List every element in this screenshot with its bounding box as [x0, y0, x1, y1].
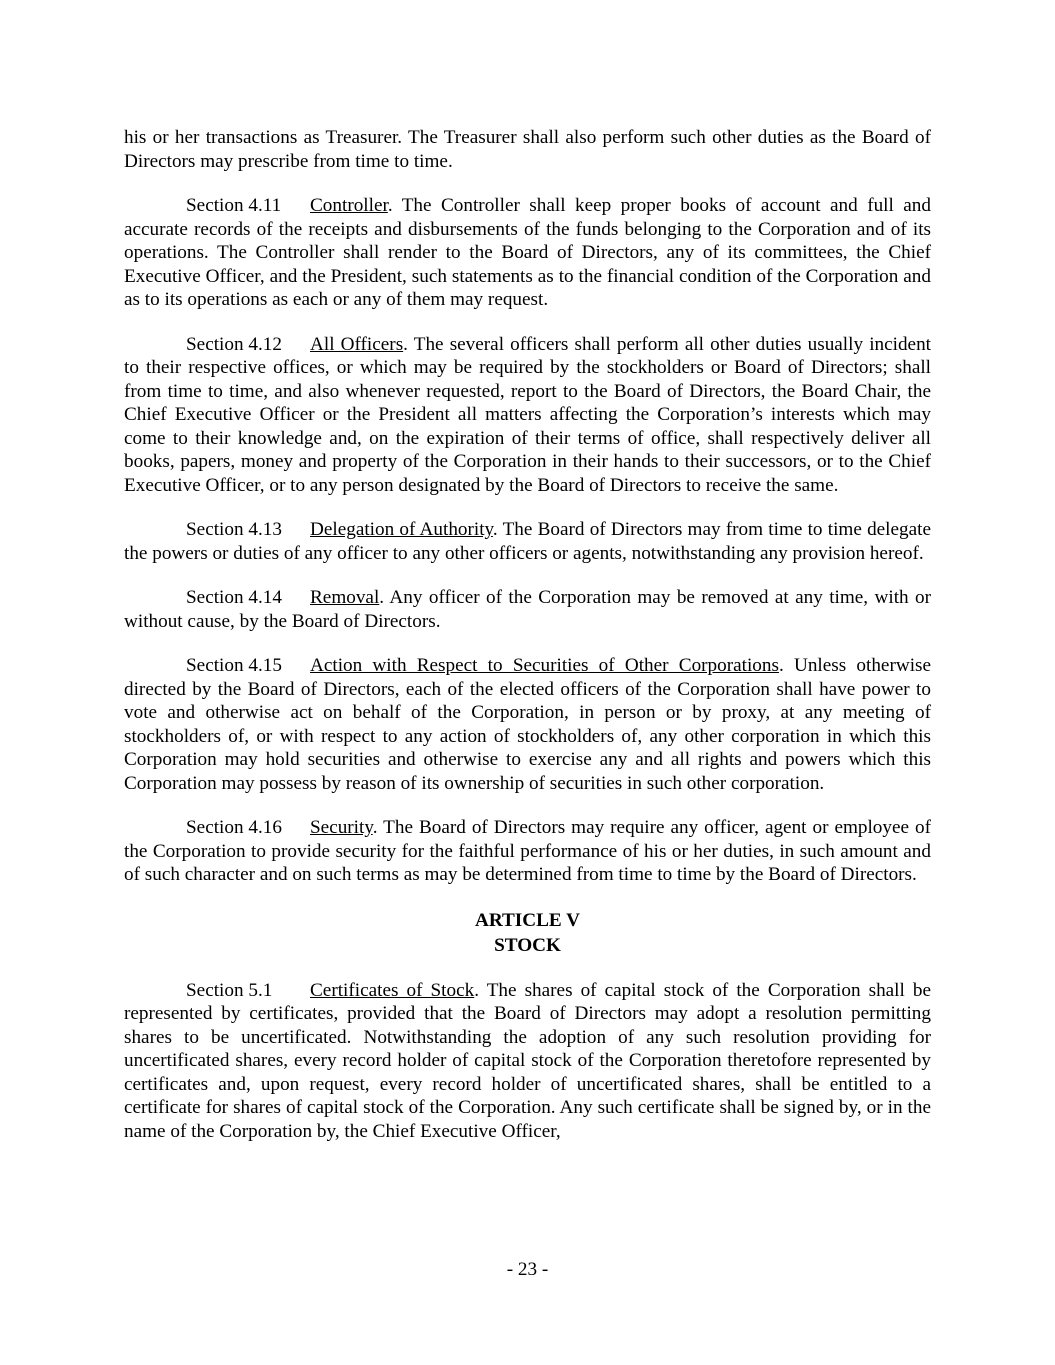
section-body: . Any officer of the Corporation may be removed at any time, with or without cause, by the Board of Directors. — [124, 587, 931, 632]
document-page — [124, 126, 931, 1143]
article-heading-block — [124, 908, 931, 958]
article-title: STOCK — [494, 934, 561, 956]
section-title: Action with Respect to Securities of Other Corporations — [310, 655, 779, 676]
section-number: Section 4.12 — [186, 333, 282, 355]
section-body: . The shares of capital stock of the Corporation shall be represented by certificates, provided that the Board of Directors may adopt a resolution permitting shares to be uncertificated. Notwithstanding the adoption of any such resolution providing for uncertificated shares, every record holder of capital stock of the Corporation theretofore represented by certificates and, upon request, every record holder of uncertificated shares, shall be entitled to a certificate for shares of capital stock of the Corporation. Any such certificate shall be signed by, or in the name of the Corporation by, the Chief Executive Officer, — [124, 979, 931, 1142]
section-body: . The Controller shall keep proper books of account and full and accurate records of the receipts and disbursements of the funds belonging to the Corporation and of its operations. The Controller shall render to the Board of Directors, any of its committees, the Chief Executive Officer, and the President, such statements as to the financial condition of the Corporation and as to its operations as each or any of them may request. — [124, 195, 931, 310]
section-title: Delegation of Authority — [310, 519, 493, 540]
section-4-13 — [124, 518, 931, 565]
section-title: Security — [310, 817, 373, 838]
section-4-16 — [124, 816, 931, 887]
intro-paragraph: his or her transactions as Treasurer. The Treasurer shall also perform such other duties as the Board of Directors may prescribe from time to time. — [124, 127, 931, 172]
section-4-11 — [124, 194, 931, 312]
section-number: Section 5.1 — [186, 979, 273, 1001]
section-body: . The Board of Directors may require any officer, agent or employee of the Corporation to provide security for the faithful performance of his or her duties, in such amount and of such character and on such terms as may be determined from time to time by the Board of Directors. — [124, 817, 931, 885]
section-number: Section 4.11 — [186, 195, 282, 216]
section-title: Removal — [310, 587, 380, 608]
section-4-12 — [124, 333, 931, 498]
section-title: Certificates of Stock — [310, 979, 475, 1001]
section-title: Controller — [310, 195, 388, 216]
section-4-14 — [124, 586, 931, 633]
article-heading: ARTICLE V — [474, 909, 581, 931]
section-number: Section 4.13 — [186, 519, 282, 540]
section-number: Section 4.15 — [186, 655, 282, 676]
section-number: Section 4.14 — [186, 587, 282, 608]
section-number: Section 4.16 — [186, 817, 282, 838]
section-body: . The Board of Directors may from time to time delegate the powers or duties of any officer to any other officers or agents, notwithstanding any provision hereof. — [124, 519, 931, 564]
section-body: . Unless otherwise directed by the Board of Directors, each of the elected officers of the Corporation shall have power to vote and otherwise act on behalf of the Corporation, in person or by proxy, at any meeting of stockholders of, or with respect to any action of stockholders of, any other corporation in which this Corporation may hold securities and otherwise to exercise any and all rights and powers which this Corporation may possess by reason of its ownership of securities in such other corporation. — [124, 655, 932, 794]
section-body: . The several officers shall perform all other duties usually incident to their respective offices, or which may be required by the stockholders or Board of Directors; shall from time to time, and also whenever requested, report to the Board of Directors, the Board Chair, the Chief Executive Officer or the President all matters affecting the Corporation’s interests which may come to their knowledge and, on the expiration of their terms of office, shall respectively deliver all books, papers, money and property of the Corporation in their hands to their successors, or to the Chief Executive Officer, or to any person designated by the Board of Directors to receive the same. — [124, 333, 931, 496]
section-title: All Officers — [310, 333, 404, 355]
section-4-15 — [124, 654, 931, 795]
page-number: - 23 - — [506, 1259, 549, 1280]
section-5-1 — [124, 979, 931, 1144]
